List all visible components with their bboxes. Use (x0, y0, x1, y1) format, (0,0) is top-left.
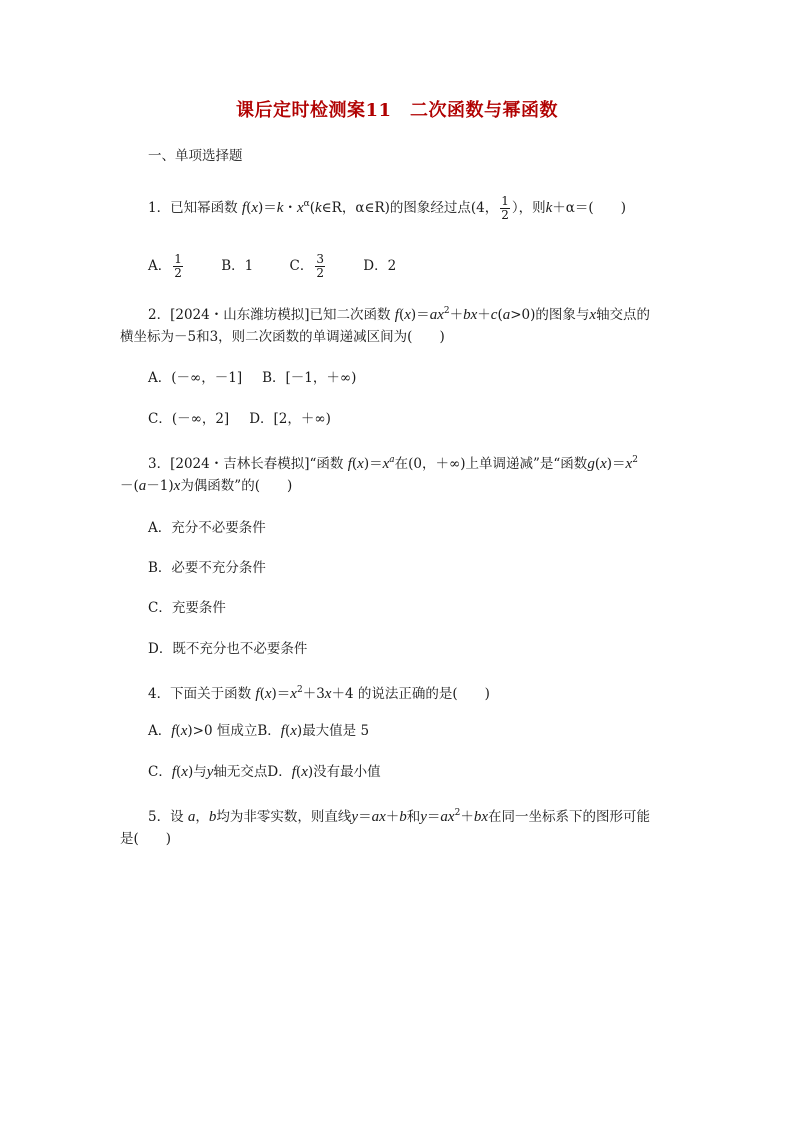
question-5-stem-line2: 是( ) (120, 831, 172, 847)
question-3-stem-line1: 3．[2024・吉林长春模拟]“函数 $f(x)=x^a$在(0，＋∞)上单调递减”是“函数$g(x)=x^2$ (148, 455, 638, 472)
option-a: A．(－∞，－1] (148, 370, 243, 386)
option-c: C．f(x)与y轴无交点 (148, 764, 268, 780)
question-4-stem: 4．下面关于函数 $f(x)=x^2+3x+4$ 的说法正确的是( ) (148, 685, 490, 702)
option-c: C． $\frac{3}{2}$ (289, 252, 324, 280)
option-d: D．f(x)没有最小值 (267, 764, 381, 780)
point-fraction: $\frac{1}{2}$ (501, 194, 509, 222)
option-b: B．1 (221, 258, 254, 274)
question-3-stem-line2: －(a－1)x为偶函数”的( ) (120, 478, 293, 494)
page-title: 课后定时检测案11 二次函数与幂函数 (235, 100, 559, 121)
option-a: A． $\frac{1}{2}$ (148, 252, 182, 280)
question-3-option-a: A．充分不必要条件 (148, 520, 266, 536)
question-1-lead: 1．已知幂函数 (148, 200, 238, 216)
question-2-options-row1 (148, 368, 356, 388)
section-heading: 一、单项选择题 (148, 148, 243, 164)
question-3-option-b: B．必要不充分条件 (148, 560, 266, 576)
question-3-option-d: D．既不充分也不必要条件 (148, 641, 308, 657)
question-3-option-c: C．充要条件 (148, 600, 226, 616)
option-d: D．2 (363, 258, 397, 274)
question-1-text: 的图象经过点(4， (389, 200, 499, 216)
option-b: B．[－1，＋∞) (262, 370, 357, 386)
question-2-options-row2 (148, 409, 331, 429)
question-2-stem-line2: 横坐标为－5和3，则二次函数的单调递减区间为( ) (120, 329, 445, 345)
option-b: B．f(x)最大值是 5 (257, 723, 370, 739)
question-4-options-row2 (148, 762, 381, 782)
option-d: D．[2，＋∞) (249, 411, 331, 427)
option-a: A．f(x)>0 恒成立 (148, 723, 258, 739)
question-1-options (148, 253, 396, 280)
option-c: C．(－∞，2] (148, 411, 230, 427)
question-4-options-row1 (148, 721, 369, 741)
question-1-text-3: ＝( ) (574, 200, 626, 216)
question-2-stem-line1: 2．[2024・山东潍坊模拟]已知二次函数 $f(x)=ax^2+bx+c(a>0)$的图象与x轴交点的 (148, 306, 651, 323)
question-1-text-2: ），则 (511, 200, 546, 216)
question-5-stem-line1: 5．设 a，b均为非零实数，则直线y＝ax＋b和$y=ax^2+bx$在同一坐标系下的图形可能 (148, 808, 650, 825)
question-1-stem: 1．已知幂函数 f(x)＝k・$x^\alpha(k\in R$，α∈R)的图象经过点(4， $\frac{1}{2}$ ），则k＋α＝( ) (148, 194, 626, 222)
